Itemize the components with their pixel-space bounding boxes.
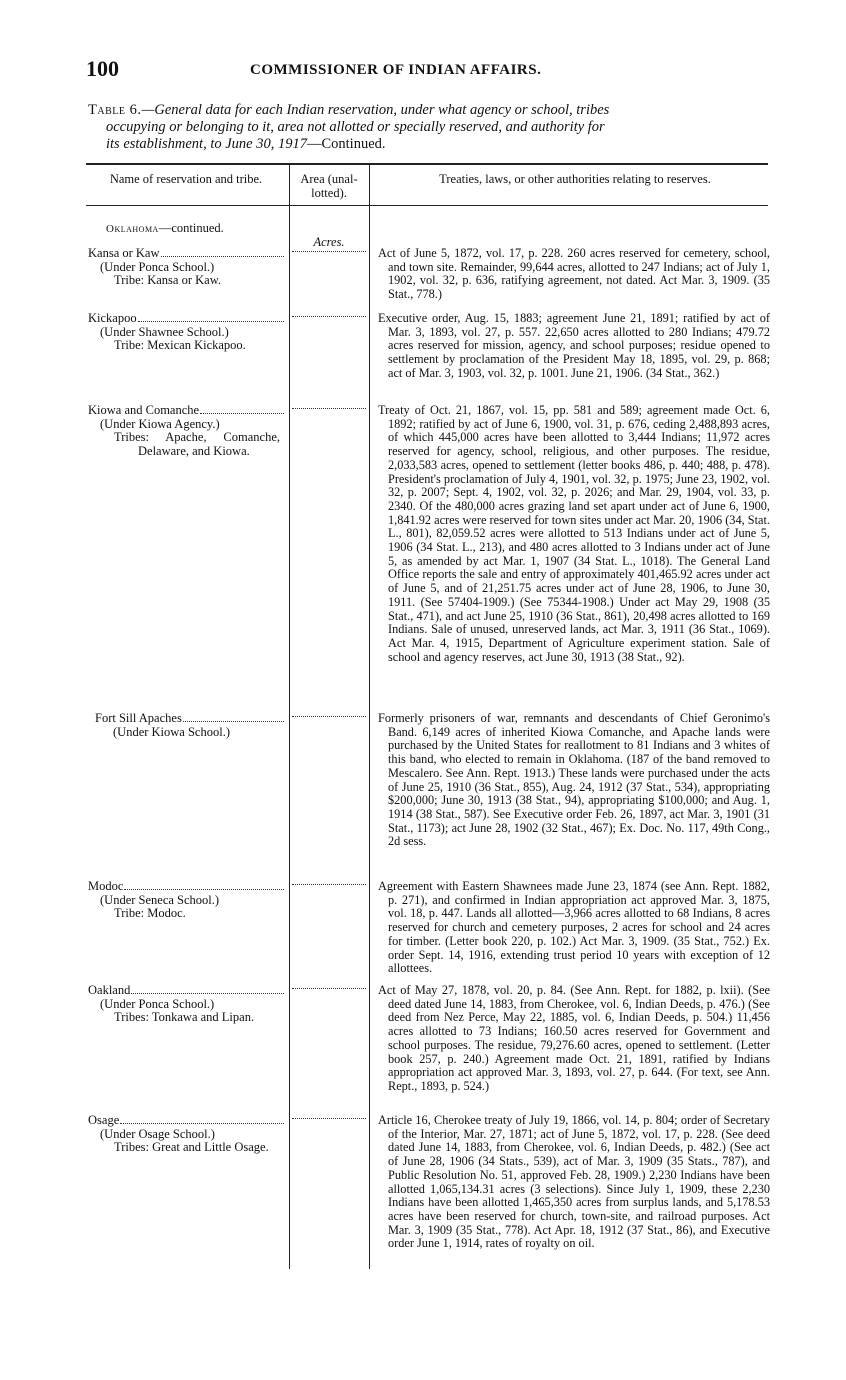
reservation-kansa bbox=[88, 247, 284, 288]
acres-unit-label: Acres. bbox=[313, 235, 345, 249]
reservation-name: Kickapoo bbox=[88, 311, 137, 325]
header-bottom-rule bbox=[86, 205, 768, 206]
caption-line-2: occupying or belonging to it, area not allotted or specially reserved, and authority for bbox=[106, 119, 605, 135]
authority-text: Article 16, Cherokee treaty of July 19, 1866, vol. 14, p. 804; order of Secretary of the Interior, Mar. 27, 1871; act of June 5, 1872, vol. 17, p. 228. (See deed dated June 14, 1883, from Cherokee, vol. 6, Indian Deeds, p. 482.) (See act of June 28, 1906 (34 Stats., 539), act of Mar. 3, 1909 (35 Stats., 787), and Public Resolution No. 51, approved Feb. 28, 1909.) 2,230 Indians have been allotted 1,065,134.31 acres (3 selections). Since July 1, 1909, these 2,230 Indians have been allotted 1,465,350 acres from surplus lands, and 5,178.53 acres have been reserved for church, town-site, and railroad purposes. Act Mar. 3, 1909 (35 Stat., 778). Act Apr. 18, 1912 (37 Stat., 86), and Executive order June 1, 1914, rates of royalty on oil. bbox=[378, 1113, 770, 1251]
reservation-kiowa-comanche bbox=[88, 404, 284, 459]
column-header-name: Name of reservation and tribe. bbox=[109, 172, 263, 186]
reservation-name: Kiowa and Comanche bbox=[88, 403, 200, 417]
authority-text: Formerly prisoners of war, remnants and descendants of Chief Geronimo's Band. 6,149 acres of inherited Kiowa Comanche, and Apache lands were purchased by the United States for reallotment to 81 Indians and 3 whites of this band, who elected to remain in Oklahoma. (187 of the band removed to Mescalero. See Ann. Rept. 1913.) These lands were purchased under the acts of June 25, 1910 (36 Stat., 855), Aug. 24, 1912 (37 Stat., 534), appropriating $200,000; June 30, 1913 (38 Stat., 94), appropriating $100,000; and Aug. 1, 1914 (38 Stat., 587). See Executive order Feb. 26, 1897, act Mar. 3, 1901 (31 Stat., 1173); act June 28, 1902 (32 Stat., 467); Ex. Doc. No. 117, 49th Cong., 2d sess. bbox=[378, 711, 770, 849]
reservation-name: Kansa or Kaw bbox=[88, 246, 160, 260]
column-divider-2 bbox=[369, 163, 370, 1269]
authority-text: Executive order, Aug. 15, 1883; agreement June 21, 1891; ratified by act of Mar. 3, 1893, vol. 27, p. 557. 22,650 acres allotted to 280 Indians; 479.72 acres reserved for mission, agency, and school purposes; residue opened to settlement by proclamation of the President May 18, 1895, vol. 29, p. 868; act of Mar. 3, 1903, vol. 32, p. 1001. June 21, 1906. (34 Stat., 362.) bbox=[378, 311, 770, 380]
reservation-name: Modoc bbox=[88, 879, 124, 893]
reservation-tribe: Tribes: Apache, Comanche, Delaware, and Kiowa. bbox=[114, 430, 280, 459]
caption-line-3: its establishment, to June 30, 1917 bbox=[106, 136, 307, 152]
running-head: COMMISSIONER OF INDIAN AFFAIRS. bbox=[250, 62, 542, 78]
area-leader bbox=[292, 1118, 366, 1119]
table-top-rule bbox=[86, 163, 768, 165]
section-continued: —continued. bbox=[158, 221, 224, 235]
reservation-agency: (Under Kiowa School.) bbox=[113, 724, 230, 739]
section-heading bbox=[106, 221, 224, 236]
reservation-agency: (Under Seneca School.) bbox=[100, 892, 220, 907]
caption-label: Table 6. bbox=[88, 102, 142, 118]
reservation-tribe: Tribe: Modoc. bbox=[114, 906, 186, 921]
area-leader bbox=[292, 988, 366, 989]
authority-text: Agreement with Eastern Shawnees made June 23, 1874 (see Ann. Rept. 1882, p. 271), and confirmed in Indian appropriation act approved Mar. 3, 1875, vol. 18, p. 447. Lands all allotted—3,966 acres allotted to 68 Indians, 8 acres reserved for church and cemetery purposes, 2 acres for school and 24 acres for timber. (Letter book 220, p. 102.) Act Mar. 3, 1909. (35 Stat., 752.) Ex. order Sept. 14, 1916, extending trust period 10 years with exception of 12 allottees. bbox=[378, 879, 770, 976]
area-leader bbox=[292, 408, 366, 409]
column-header-area: Area (unal-lotted). bbox=[300, 172, 358, 200]
area-leader bbox=[292, 251, 366, 252]
reservation-name: Oakland bbox=[88, 983, 131, 997]
page-number: 100 bbox=[86, 56, 119, 81]
table-caption bbox=[88, 102, 770, 153]
column-divider-1 bbox=[289, 163, 290, 1269]
reservation-oakland bbox=[88, 984, 284, 1025]
authority-text: Act of May 27, 1878, vol. 20, p. 84. (See Ann. Rept. for 1882, p. lxii). (See deed dated June 14, 1883, from Cherokee, vol. 6, Indian Deeds, p. 476.) (See deed from Nez Perce, May 22, 1885, vol. 6, Indian Deeds, p. 504.) 11,456 acres allotted to 73 Indians; 160.50 acres reserved for Government and school purposes. The residue, 79,276.60 acres, opened to settlement. (Letter book 257, p. 240.) Agreement made Oct. 21, 1891, ratified by Indians appropriation act approved Mar. 3, 1893, vol. 27, p. 644. (For text, see Ann. Rept., 1893, p. 524.) bbox=[378, 983, 770, 1093]
reservation-fort-sill-apaches bbox=[95, 712, 284, 739]
reservation-name: Osage bbox=[88, 1113, 120, 1127]
authority-text: Treaty of Oct. 21, 1867, vol. 15, pp. 581 and 589; agreement made Oct. 6, 1892; ratified by act of June 6, 1900, vol. 31, p. 676, ceding 2,488,893 acres, of which 445,000 acres have been allotted to 3,444 Indians; 11,972 acres reserved for agency, school, religious, and other purposes. The residue, 2,033,583 acres, opened to settlement (letter books 486, p. 440; 488, p. 478). President's proclamation of July 4, 1901, vol. 32, p. 1975; June 23, 1902, vol. 32, p. 2007; Sept. 4, 1902, vol. 32, p. 2026; and Mar. 29, 1904, vol. 33, p. 2340. Of the 480,000 acres grazing land set apart under act of June 6, 1900, 1,841.92 acres were reserved for town sites under act Mar. 20, 1906 (34, Stat. L., 801), 82,059.52 acres were allotted to 513 Indians under act of June 5, 1906 (34 Stat. L., 213), and 480 acres allotted to 3 Indians under act of June 5, as amended by act Mar. 1, 1907 (34 Stat. L., 1018). The General Land Office reports the sale and entry of approximately 401,465.92 acres under act of June 5, and of 21,251.75 acres under act of June 28, 1906, to June 30, 1911. (See 57404-1909.) (See 75344-1908.) Under act May 29, 1908 (35 Stat., 471), and act June 25, 1910 (36 Stat., 861), 20,498 acres allotted to 169 Indians. Sale of unused, unreserved lands, act Mar. 3, 1911 (36 Stat., 1069). Act Mar. 4, 1915, Department of Agriculture experiment station. Sale of school and agency reserves, act June 30, 1913 (38 Stat., 92). bbox=[378, 403, 770, 664]
area-leader bbox=[292, 884, 366, 885]
area-leader bbox=[292, 716, 366, 717]
reservation-tribe: Tribes: Tonkawa and Lipan. bbox=[114, 1010, 255, 1025]
reservation-agency: (Under Ponca School.) bbox=[100, 259, 215, 274]
reservation-agency: (Under Shawnee School.) bbox=[100, 324, 229, 339]
section-state: Oklahoma bbox=[106, 223, 159, 235]
reservation-osage bbox=[88, 1114, 284, 1155]
reservation-tribe: Tribe: Kansa or Kaw. bbox=[114, 273, 222, 288]
authority-text: Act of June 5, 1872, vol. 17, p. 228. 260 acres reserved for cemetery, school, and town site. Remainder, 99,644 acres, allotted to 247 Indians; act of July 1, 1902, vol. 32, p. 636, ratifying agreement, not dated. Act Mar. 3, 1909. (35 Stat., 778.) bbox=[378, 246, 770, 302]
caption-continued: —Continued. bbox=[306, 136, 386, 152]
reservation-modoc bbox=[88, 880, 284, 921]
area-leader bbox=[292, 316, 366, 317]
column-header-authority: Treaties, laws, or other authorities relating to reserves. bbox=[439, 172, 711, 186]
reservation-tribe: Tribe: Mexican Kickapoo. bbox=[114, 338, 246, 353]
reservation-name: Fort Sill Apaches bbox=[95, 711, 182, 725]
reservation-kickapoo bbox=[88, 312, 284, 353]
caption-line-1: —General data for each Indian reservation, under what agency or school, tribes bbox=[141, 102, 610, 118]
reservation-agency: (Under Osage School.) bbox=[100, 1126, 215, 1141]
reservation-tribe: Tribes: Great and Little Osage. bbox=[114, 1140, 269, 1155]
reservation-agency: (Under Kiowa Agency.) bbox=[100, 416, 220, 431]
reservation-agency: (Under Ponca School.) bbox=[100, 996, 215, 1011]
